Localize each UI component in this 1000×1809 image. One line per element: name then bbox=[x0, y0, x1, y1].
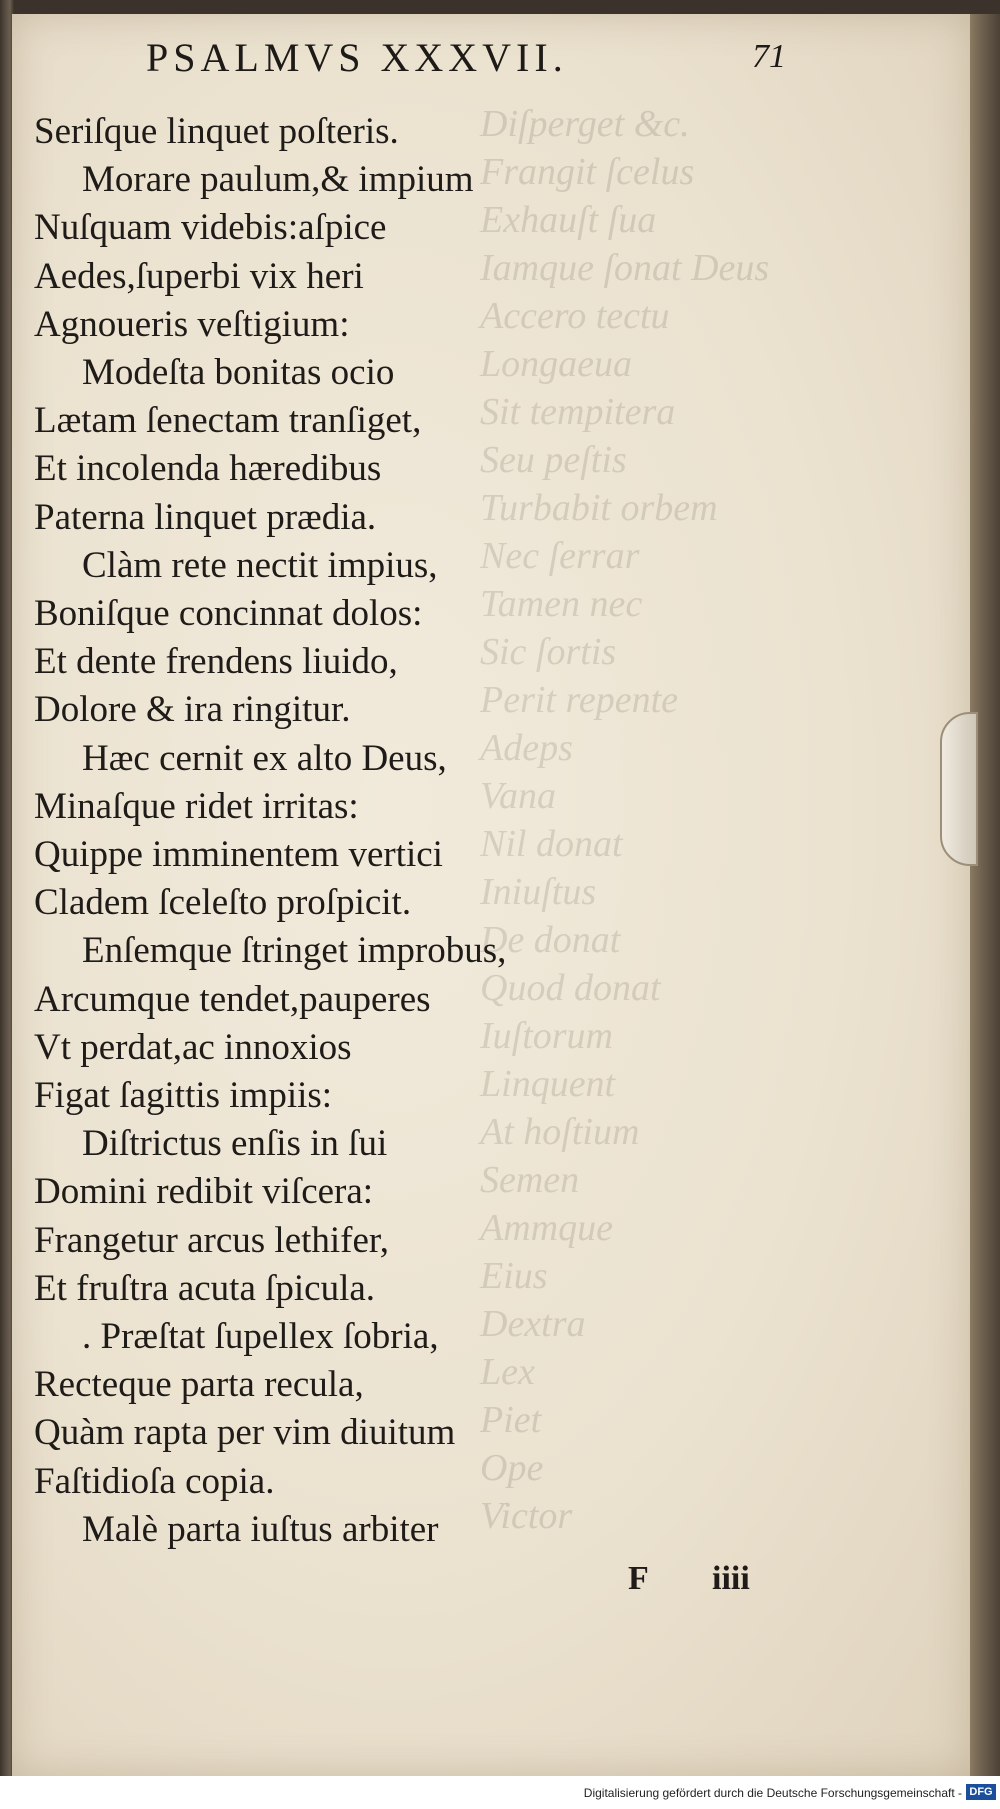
poem-line: Cladem ſceleſto proſpicit. bbox=[34, 882, 412, 924]
poem-line: Agnoueris veſtigium: bbox=[34, 303, 350, 345]
poem-line: Modeſta bonitas ocio bbox=[82, 352, 395, 394]
poem-line: Vt perdat,ac innoxios bbox=[34, 1026, 352, 1068]
poem-line: Aedes,ſuperbi vix heri bbox=[34, 255, 364, 297]
clasp-tab bbox=[940, 712, 978, 866]
signature-mark: F bbox=[628, 1560, 649, 1597]
poem-line: Dolore & ira ringitur. bbox=[34, 689, 351, 731]
poem-line: Clàm rete nectit impius, bbox=[82, 544, 438, 586]
poem-line: Enſemque ſtringet improbus, bbox=[82, 930, 507, 972]
poem-line: Domini redibit viſcera: bbox=[34, 1171, 374, 1213]
poem-text bbox=[34, 108, 694, 1554]
poem-line: Malè parta iuſtus arbiter bbox=[82, 1508, 439, 1550]
poem-line: Et incolenda hæredibus bbox=[34, 448, 382, 490]
show-through-text: Diſperget &c. Frangit ſcelus Exhauſt ſua Iamque ſonat Deus Accero tectu Longaeua Sit tempitera Seu peſtis Turbabit orbem Nec ſerrar Tamen nec Sic ſortis Perit repente Adeps Vana Nil donat Iniuſtus De donat Quod donat Iuſtorum Linquent At hoſtium Semen Ammque Eius Dextra Lex Piet Ope Victor bbox=[480, 103, 770, 1537]
folio-number: 71 bbox=[752, 38, 786, 75]
poem-line: Hæc cernit ex alto Deus, bbox=[82, 737, 447, 779]
poem-line: Quippe imminentem vertici bbox=[34, 834, 443, 876]
page-edge bbox=[970, 14, 1000, 1776]
poem-line: Morare paulum,& impium bbox=[82, 159, 474, 201]
poem-line: Lætam ſenectam tranſiget, bbox=[34, 400, 422, 442]
poem-line: Et dente frendens liuido, bbox=[34, 641, 398, 683]
poem-line: Diſtrictus enſis in ſui bbox=[82, 1123, 388, 1165]
poem-line: Paterna linquet prædia. bbox=[34, 496, 377, 538]
poem-line: Nuſquam videbis:aſpice bbox=[34, 207, 387, 249]
poem-line: Quàm rapta per vim diuitum bbox=[34, 1412, 456, 1454]
poem-line: Arcumque tendet,pauperes bbox=[34, 978, 431, 1020]
poem-line: . Præſtat ſupellex ſobria, bbox=[82, 1316, 439, 1358]
page-header: PSALMVS XXXVII. bbox=[146, 35, 568, 80]
poem-line: Frangetur arcus lethifer, bbox=[34, 1219, 390, 1261]
poem-line: Et fruſtra acuta ſpicula. bbox=[34, 1267, 376, 1309]
signature-number: iiii bbox=[712, 1560, 750, 1597]
poem-line: Recteque parta recula, bbox=[34, 1364, 364, 1406]
poem-line: Boniſque concinnat dolos: bbox=[34, 593, 423, 635]
poem-line: Minaſque ridet irritas: bbox=[34, 785, 359, 827]
dfg-logo: DFG bbox=[966, 1784, 996, 1800]
poem-line: Seriſque linquet poſteris. bbox=[34, 111, 399, 152]
poem-line: Figat ſagittis impiis: bbox=[34, 1075, 333, 1117]
digitization-credit: Digitalisierung gefördert durch die Deutsche Forschungsgemeinschaft - bbox=[583, 1786, 962, 1800]
poem-line: Faſtidioſa copia. bbox=[34, 1460, 275, 1502]
